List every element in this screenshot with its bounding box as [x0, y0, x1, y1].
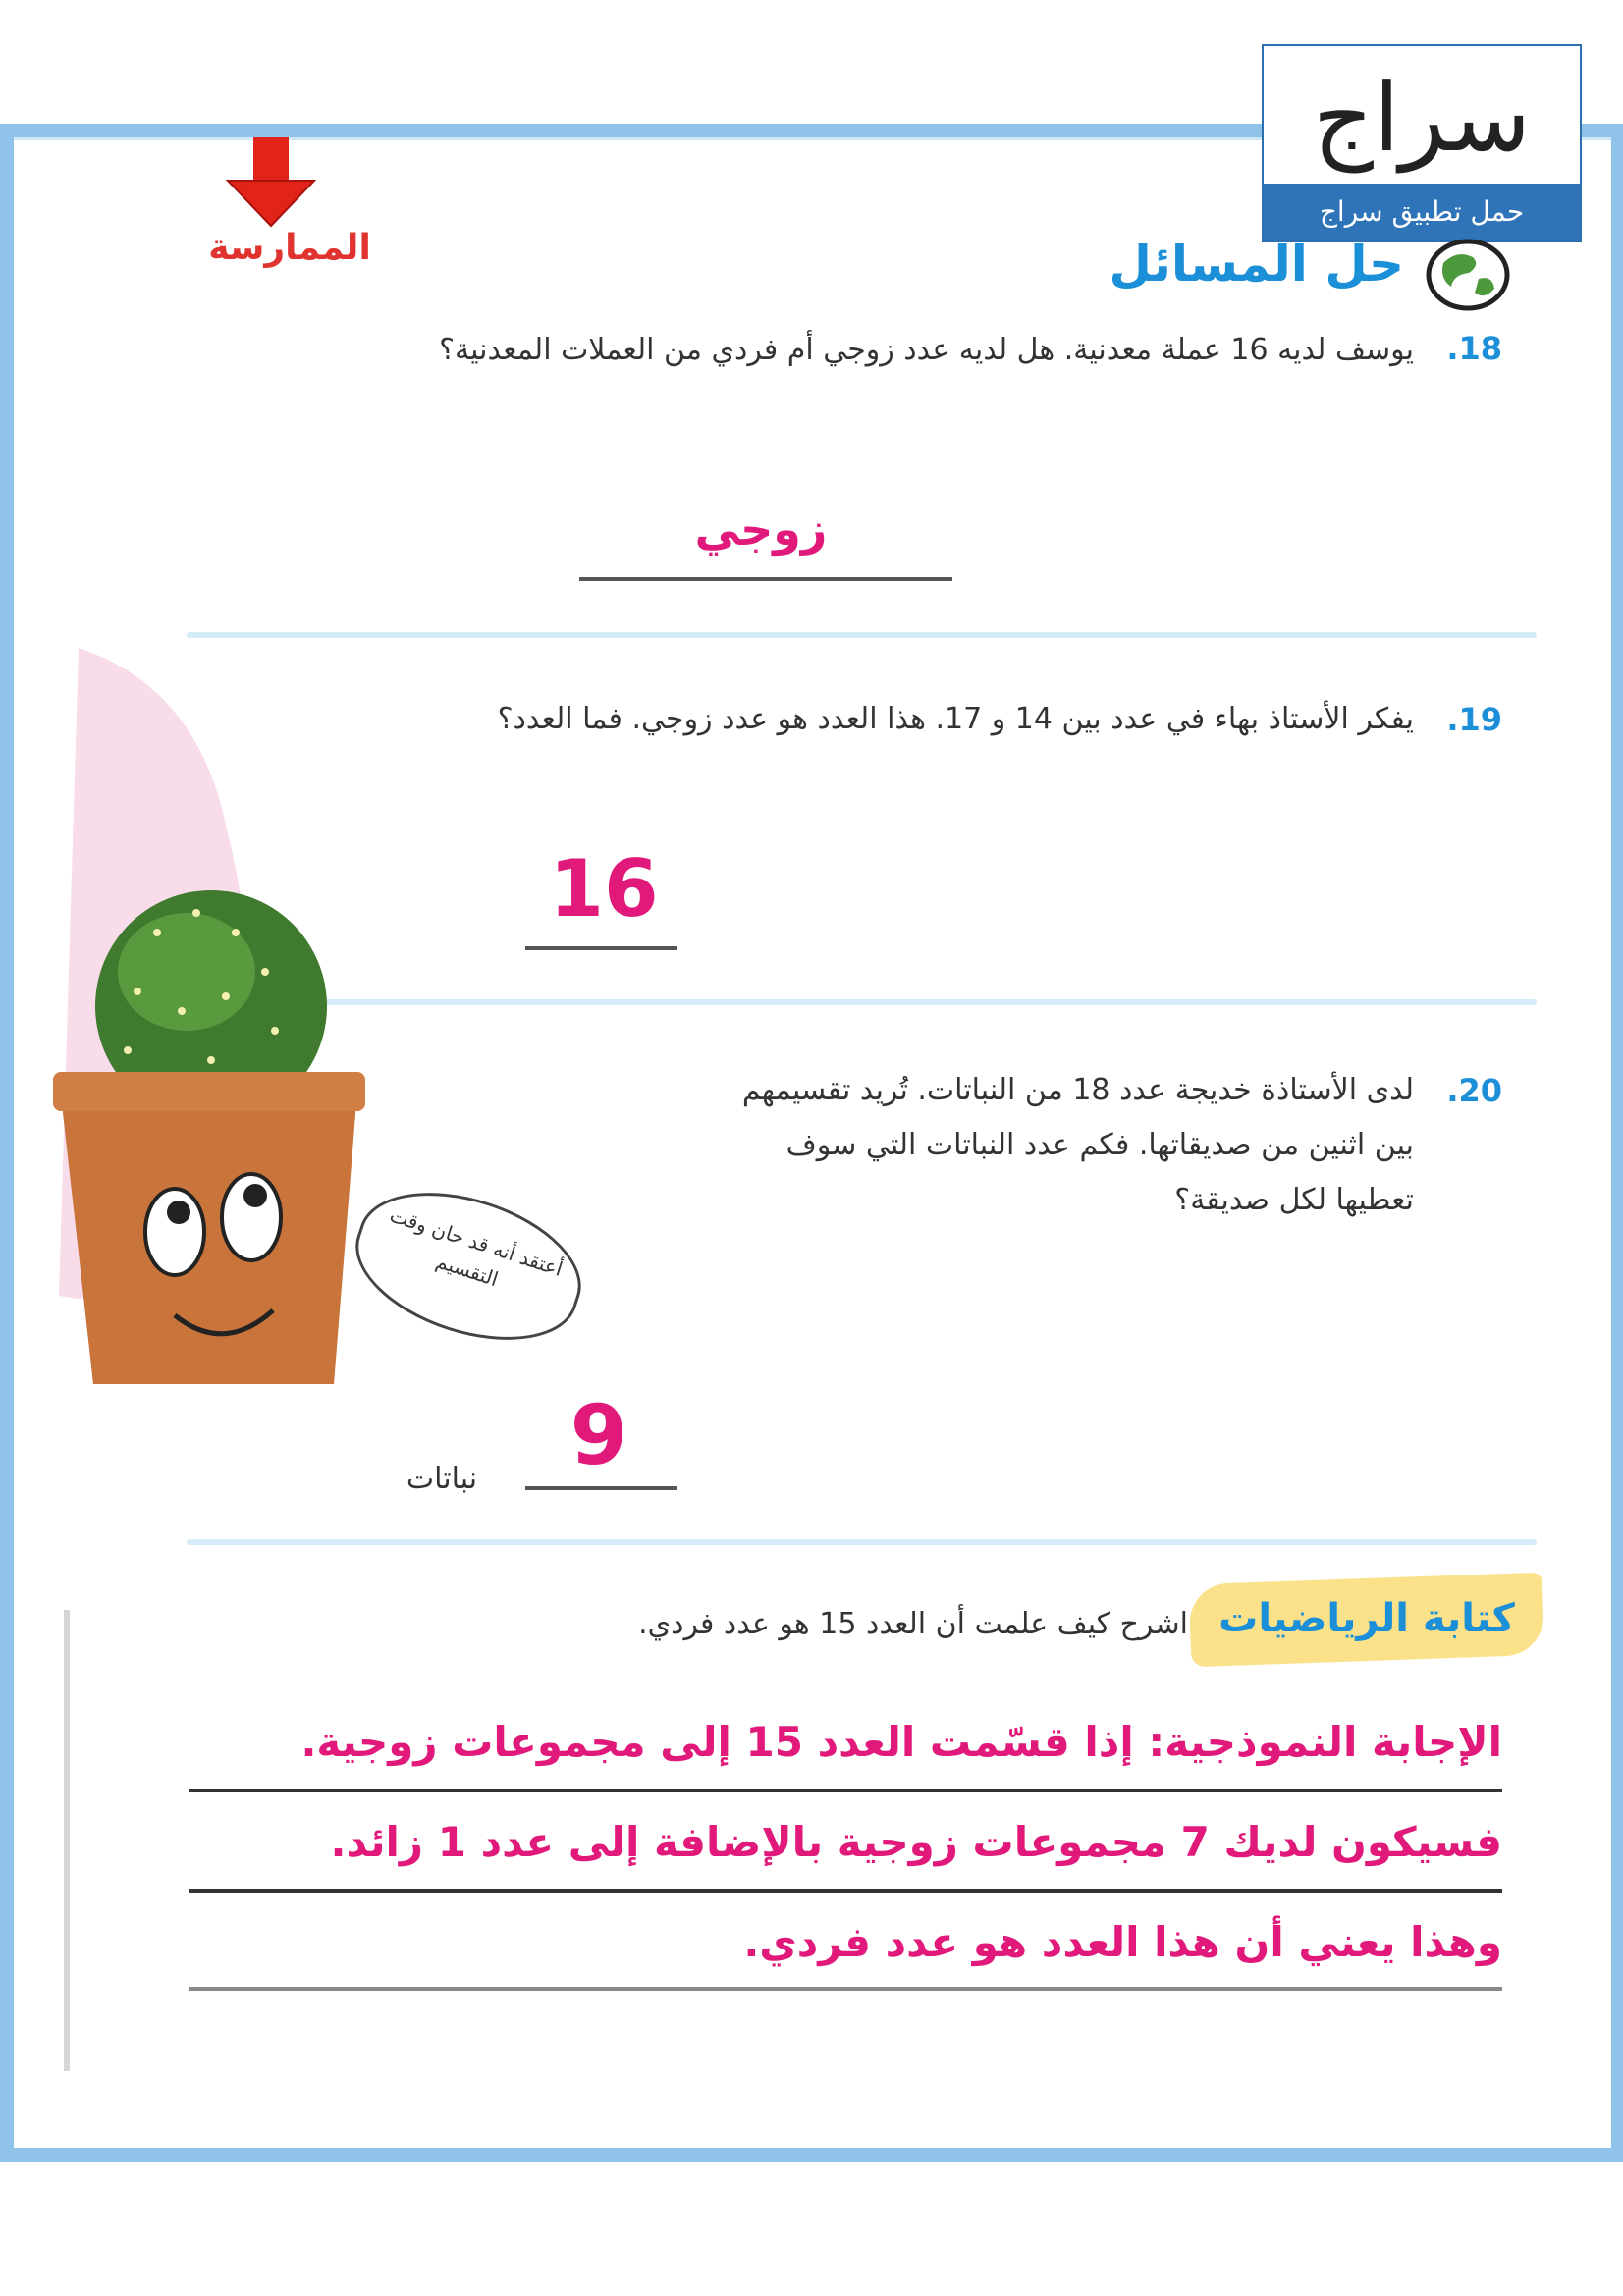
cactus-illustration — [20, 628, 432, 1414]
question-20-text-line-1: لدى الأستاذة خديجة عدد 18 من النباتات. تُريد تقسيمهم — [741, 1073, 1414, 1107]
divider — [187, 1539, 1537, 1545]
frame-left — [0, 124, 14, 2162]
section-title: حل المسائل — [1109, 236, 1404, 293]
logo-tagline: حمل تطبيق سراج — [1264, 184, 1580, 240]
answer-rule — [189, 1789, 1502, 1792]
question-20-text-line-2: بين اثنين من صديقاتها. فكم عدد النباتات التي سوف — [785, 1128, 1414, 1162]
question-20-answer-line — [525, 1486, 677, 1490]
question-18-answer-line — [579, 577, 952, 581]
question-20-text-line-3: تعطيها لكل صديقة؟ — [1174, 1183, 1414, 1217]
question-19-number: 19. — [1446, 701, 1502, 738]
globe-icon — [1424, 236, 1512, 314]
model-answer-line-3: وهذا يعني أن هذا العدد هو عدد فردي. — [743, 1918, 1502, 1966]
siraj-logo[interactable] — [1262, 44, 1582, 242]
speech-bubble-text: أعتقد أنه قد حان وقت التقسيم — [387, 1202, 566, 1292]
answer-rule — [189, 1987, 1502, 1991]
question-18-number: 18. — [1446, 330, 1502, 367]
frame-bottom — [0, 2148, 1623, 2162]
question-20-answer[interactable]: 9 — [569, 1387, 628, 1483]
question-18-answer[interactable]: زوجي — [694, 503, 828, 556]
answer-rule — [189, 1889, 1502, 1893]
question-19-text: يفكر الأستاذ بهاء في عدد بين 14 و 17. هذا العدد هو عدد زوجي. فما العدد؟ — [497, 702, 1414, 736]
model-answer-line-1: الإجابة النموذجية: إذا قسّمت العدد 15 إلى مجموعات زوجية. — [300, 1718, 1502, 1766]
copyright-strip — [57, 1610, 77, 2071]
question-20-unit: نباتات — [406, 1462, 478, 1496]
question-19-answer-line — [525, 946, 677, 950]
logo-word: سراج — [1312, 63, 1532, 173]
frame-right — [1611, 124, 1623, 2162]
math-writing-badge: كتابة الرياضيات — [1218, 1596, 1515, 1641]
model-answer-line-2: فسيكون لديك 7 مجموعات زوجية بالإضافة إلى عدد 1 زائد. — [330, 1818, 1502, 1866]
down-arrow-icon — [224, 137, 318, 228]
question-18-text: يوسف لديه 16 عملة معدنية. هل لديه عدد زوجي أم فردي من العملات المعدنية؟ — [439, 333, 1414, 367]
question-19-answer[interactable]: 16 — [549, 843, 659, 934]
math-writing-prompt: اشرح كيف علمت أن العدد 15 هو عدد فردي. — [638, 1607, 1188, 1641]
practice-label: الممارسة — [208, 228, 371, 268]
question-20-number: 20. — [1446, 1072, 1502, 1109]
